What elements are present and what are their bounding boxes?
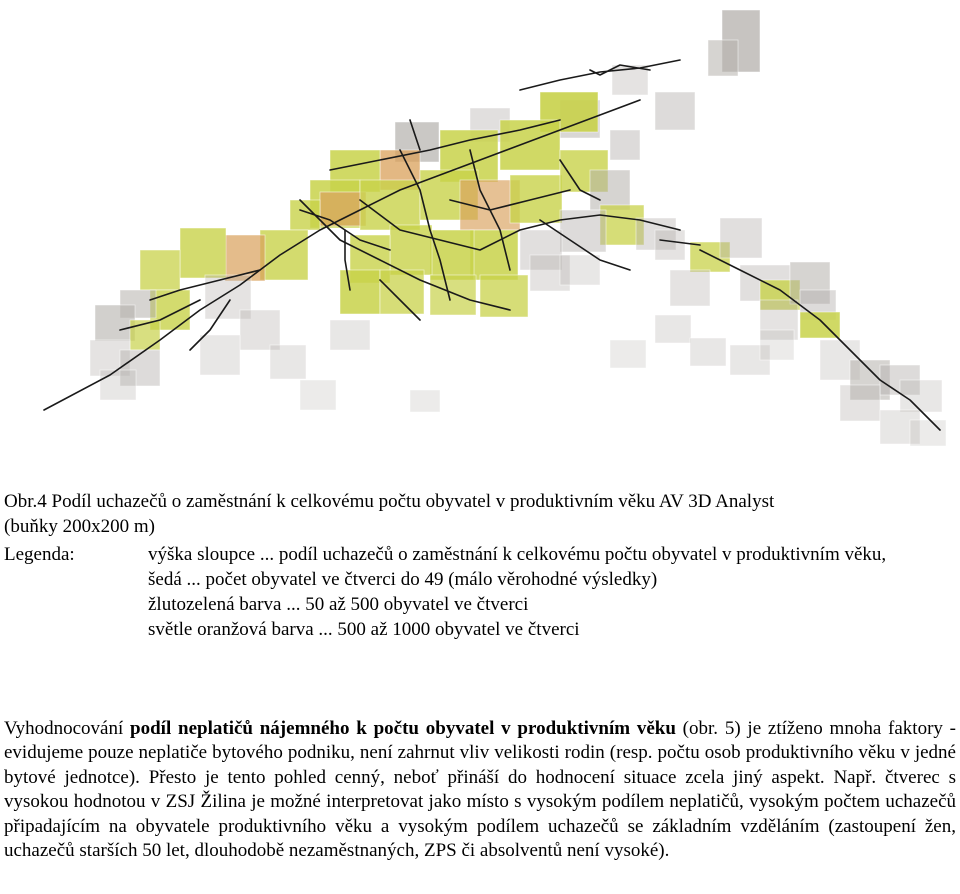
grid-cell (760, 330, 794, 360)
paragraph-emphasis: podíl neplatičů nájemného k počtu obyvatel v produktivním věku (130, 718, 676, 739)
grid-cell (708, 40, 738, 76)
paragraph-intro: Vyhodnocování (4, 718, 131, 739)
grid-cell (180, 228, 226, 278)
legend-item-yellowgreen: žlutozelená barva ... 50 až 500 obyvatel ve čtverci (148, 594, 529, 615)
grid-cell (380, 270, 424, 314)
grid-cell (610, 340, 646, 368)
legend-item-orange: světle oranžová barva ... 500 až 1000 obyvatel ve čtverci (148, 619, 580, 640)
grid-cell (300, 380, 336, 410)
legend-label: Legenda: (4, 544, 75, 565)
grid-cell (655, 315, 691, 343)
grid-cell (240, 310, 280, 350)
grid-cell (840, 385, 880, 421)
grid-cell (690, 338, 726, 366)
grid-cells (90, 10, 946, 446)
grid-cell (430, 275, 476, 315)
grid-cell (720, 218, 762, 258)
figure-caption-line-2: (buňky 200x200 m) (4, 516, 155, 537)
grid-cell (140, 250, 180, 290)
grid-cell (900, 380, 942, 412)
paragraph-body: (obr. 5) je ztíženo mnoha faktory - evidujeme pouze neplatiče bytového podniku, není zahrnut vliv velikosti rodin (resp. počtu osob produktivního věku v jedné bytové jednotce). Přesto je tento pohled cenný, neboť přináší do hodnocení situace zcela jiný aspekt. Např. čtverec s vysokou hodnotou v ZSJ Žilina je možné interpretovat jako místo s vysokým podílem neplatičů, vysokým počtem uchazečů připadajícím na obyvatele produktivního věku a vysokým podílem uchazečů se základním vzděláním (zastoupení žen, uchazečů starších 50 let, dlouhodobě nezaměstnaných, ZPS či absolventů není vysoké). (4, 718, 956, 862)
legend-item-gray: šedá ... počet obyvatel ve čtverci do 49 (málo věrohodné výsledky) (148, 569, 658, 590)
grid-cell (910, 420, 946, 446)
grid-cell (200, 335, 240, 375)
grid-cell (470, 230, 518, 280)
legend-item-height: výška sloupce ... podíl uchazečů o zaměstnání k celkovému počtu obyvatel v produktivním věku, (148, 544, 887, 565)
grid-cell (655, 92, 695, 130)
grid-cell (100, 370, 136, 400)
grid-cell (560, 210, 606, 252)
body-paragraph (4, 717, 956, 863)
grid-cell (260, 230, 308, 280)
grid-cell (670, 270, 710, 306)
grid-cell (320, 192, 366, 226)
figure-caption-line-1: Obr.4 Podíl uchazečů o zaměstnání k celkovému počtu obyvatel v produktivním věku AV 3D Analyst (4, 491, 775, 512)
grid-cell (560, 255, 600, 285)
grid-cell (480, 275, 528, 317)
grid-cell (340, 270, 380, 314)
grid-cell (655, 230, 685, 260)
grid-cell (610, 130, 640, 160)
grid-cell (430, 230, 474, 280)
grid-cell (330, 320, 370, 350)
grid-cell (590, 170, 630, 210)
grid-cell (95, 305, 135, 341)
grid-cell (410, 390, 440, 412)
grid-cell (270, 345, 306, 379)
